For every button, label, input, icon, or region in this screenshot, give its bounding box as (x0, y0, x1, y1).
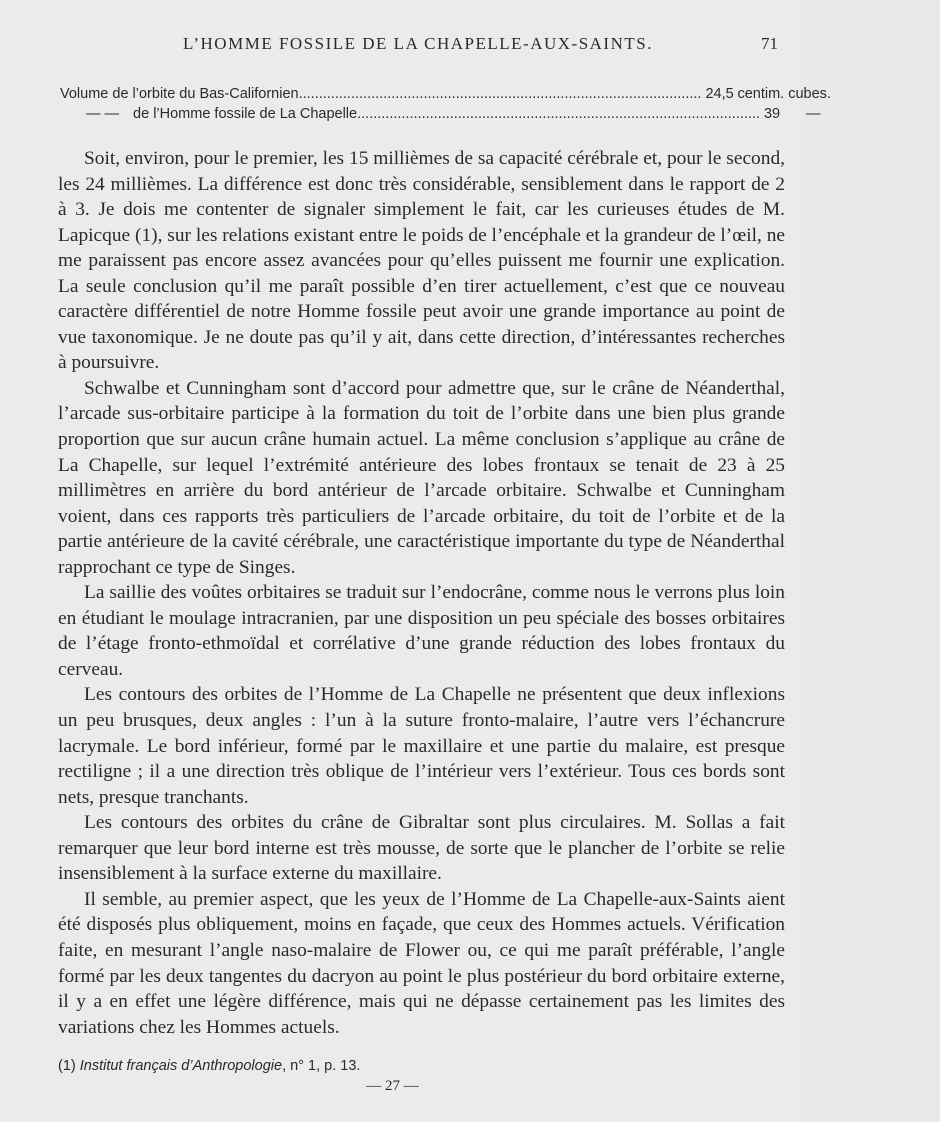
paragraph: La saillie des voûtes orbitaires se traduit sur l’endocrâne, comme nous le verrons plus loin en étudiant le moulage intracranien, par une disposition un peu spéciale des bosses orbitaires de l’étage fronto-ethmoïdal et corrélative d’une grande réduction des lobes frontaux du cerveau. (58, 582, 785, 680)
measure-unit: centim. cubes. (737, 86, 831, 102)
measure-label: Volume de l’orbite du Bas-Californien (60, 86, 299, 102)
footnote-source: Institut français d’Anthropologie (79, 1058, 283, 1074)
page-number: 71 (761, 34, 778, 53)
paragraph: Il semble, au premier aspect, que les yeux de l’Homme de La Chapelle-aux-Saints aient été disposés plus obliquement, moins en façade, que ceux des Hommes actuels. Vérification faite, en mesurant l’angle naso-malaire de Flower ou, ce qui me paraît préférable, l’angle formé par les deux tangentes du dacryon au point le plus postérieur du bord orbitaire externe, il y a en effet une légère différence, mais qui ne dépasse certainement pas les limites des variations chez les Hommes actuels. (58, 888, 785, 1038)
measure-label: de l’Homme fossile de La Chapelle (133, 106, 358, 122)
paragraph: Soit, environ, pour le premier, les 15 millièmes de sa capacité cérébrale et, pour le second, les 24 millièmes. La différence est donc très considérable, sensiblement dans le rapport de 2 à 3. Je dois me contenter de signaler simplement le fait, car les curieuses études de M. Lapicque (1), sur les relations existant entre le poids de l’encéphale et la grandeur de l’œil, ne me paraissent pas encore assez avancées pour qu’elles puissent me fournir une explication. La seule conclusion qu’il me paraît possible d’en tirer actuellement, c’est que ce nouveau caractère différentiel de notre Homme fossile peut avoir une grande importance au point de vue taxonomique. Je ne doute pas qu’il y ait, dans cette direction, d’intéressantes recherches à poursuivre. (58, 148, 785, 374)
running-head (58, 34, 778, 56)
paragraph: Les contours des orbites du crâne de Gibraltar sont plus circulaires. M. Sollas a fait remarquer que leur bord interne est très mousse, de sorte que le plancher de l’orbite se relie insensiblement à la surface externe du maxillaire. (58, 812, 785, 885)
leader-dots: .................................................................................................... (357, 106, 760, 122)
orbit-volume-table (60, 84, 831, 124)
measure-unit: — (805, 106, 821, 122)
running-title: L’HOMME FOSSILE DE LA CHAPELLE-AUX-SAINTS. (183, 34, 653, 53)
footnote-marker: (1) (58, 1058, 80, 1074)
measure-value: 39 (763, 106, 781, 122)
paragraph: Schwalbe et Cunningham sont d’accord pour admettre que, sur le crâne de Néanderthal, l’arcade sus-orbitaire participe à la formation du toit de l’orbite dans une bien plus grande proportion que sur aucun crâne humain actuel. La même conclusion s’applique au crâne de La Chapelle, sur lequel l’extrémité antérieure des lobes frontaux se tenait de 23 à 25 millimètres en arrière du bord antérieur de l’arcade orbitaire. Schwalbe et Cunningham voient, dans ces rapports très particuliers de l’arcade orbitaire, du toit de l’orbite et de la partie antérieure de la cavité cérébrale, une caractéristique importante du type de Néanderthal rapprochant ce type de Singes. (58, 377, 785, 578)
body-text (58, 146, 785, 1040)
signature-mark: — 27 — (366, 1078, 419, 1094)
measure-row (60, 84, 831, 104)
leader-dots: .................................................................................................... (298, 86, 702, 102)
paragraph: Les contours des orbites de l’Homme de La Chapelle ne présentent que deux inflexions un peu brusques, deux angles : l’un à la suture fronto-malaire, l’autre vers l’échancrure lacrymale. Le bord inférieur, formé par le maxillaire et une partie du malaire, est presque rectiligne ; il a une direction très oblique de l’intérieur vers l’extérieur. Tous ces bords sont nets, presque tranchants. (58, 684, 785, 808)
measure-value: 24,5 (705, 86, 734, 102)
footnote (58, 1058, 360, 1074)
measure-row (60, 104, 821, 124)
footnote-detail: , n° 1, p. 13. (282, 1058, 361, 1074)
ditto-marks: — — (86, 106, 120, 122)
